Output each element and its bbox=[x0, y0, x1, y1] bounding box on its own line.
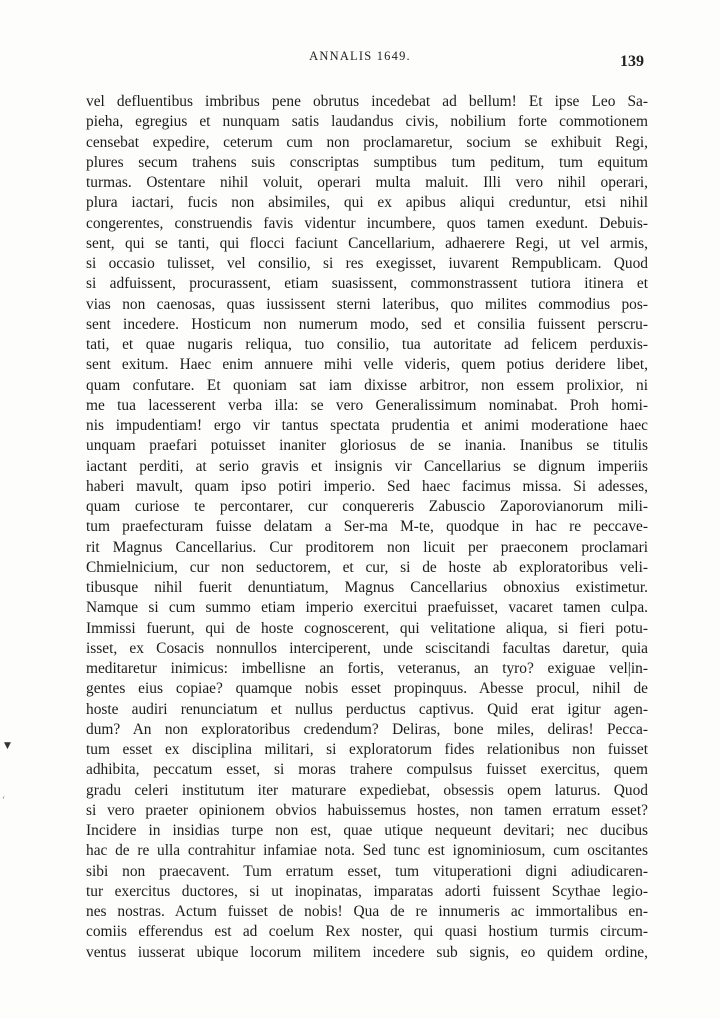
text-line: vel defluentibus imbribus pene obrutus incedebat ad bellum! Et ipse Leo Sa- bbox=[86, 93, 648, 110]
text-line: adhibita, peccatum esset, si moras trahere compulsus fuisset exercitus, quem bbox=[86, 761, 648, 779]
text-line: sibi non praecavent. Tum erratum esset, tum vituperationi digni adiudicaren- bbox=[86, 862, 648, 880]
text-line: meditaretur inimicus: imbellisne an fortis, veteranus, an tyro? exiguae vel|in- bbox=[86, 660, 648, 677]
text-line: gentes eius copiae? quamque nobis esset propinquus. Abesse procul, nihil de bbox=[86, 680, 648, 698]
body-text bbox=[86, 92, 648, 963]
running-head: ANNALIS 1649. bbox=[309, 49, 411, 63]
text-line: sent, qui se tanti, qui flocci faciunt Cancellarium, adhaerere Regi, ut vel armis, bbox=[86, 234, 648, 252]
text-line: turmas. Ostentare nihil voluit, operari multa maluit. Illi vero nihil operari, bbox=[86, 174, 648, 191]
text-line: dum? An non exploratoribus credendum? Deliras, bone miles, deliras! Pecca- bbox=[86, 720, 648, 738]
text-line: Immissi fuerunt, qui de hoste cognoscerent, qui velitatione aliqua, si fieri potu- bbox=[86, 619, 648, 637]
margin-speck-icon: ‘ bbox=[2, 796, 5, 806]
text-line: comiis efferendus est ad coelum Rex noster, qui quasi hostium turmis circum- bbox=[86, 923, 648, 941]
text-line: si occasio tulisset, vel consilio, si res exegisset, iuvarent Rempublicam. Quod bbox=[86, 255, 648, 272]
text-line: Incidere in insidias turpe non est, quae utique nequeunt devitari; nec ducibus bbox=[86, 822, 648, 839]
text-line: pieha, egregius et nunquam satis laudandus civis, nobilium forte commotionem bbox=[86, 113, 648, 131]
text-line: sent incedere. Hosticum non numerum modo, sed et consilia fuissent perscru- bbox=[86, 315, 648, 333]
text-line: hac de re ulla contrahitur infamiae nota. Sed tunc est ignominiosum, cum oscitantes bbox=[86, 842, 648, 860]
text-line: iactant perditi, at serio gravis et insignis vir Cancellarius se dignum imperiis bbox=[86, 457, 648, 475]
text-line: isset, ex Cosacis nonnullos interciperent, unde sciscitandi facultas daretur, quia bbox=[86, 639, 648, 657]
text-line: plura iactari, fucis non absimiles, qui ex apibus aliqui creduntur, etsi nihil bbox=[86, 194, 648, 212]
text-line: si adfuissent, procurassent, etiam suasissent, commonstrassent tutiora itinera et bbox=[86, 275, 648, 293]
text-line: nes nostras. Actum fuisset de nobis! Qua de re innumeris ac immortalibus en- bbox=[86, 903, 648, 920]
text-line: gradu celeri institutum iter maturare expediebat, obsessis opem laturus. Quod bbox=[86, 781, 648, 799]
text-line: quam curiose te percontarer, cur conquereris Zabuscio Zaporovianorum mili- bbox=[86, 498, 648, 515]
text-line: hoste audiri renunciatum et nullus perductus captivus. Quid erat igitur agen- bbox=[86, 700, 648, 718]
text-line: tati, et quae nugaris reliqua, tuo consilio, tua autoritate ad felicem perduxis- bbox=[86, 336, 648, 353]
text-line: nis impudentiam! ergo vir tantus spectata prudentia et animi moderatione haec bbox=[86, 417, 648, 434]
text-line: plures secum trahens suis conscriptas sumptibus tum peditum, tum equitum bbox=[86, 153, 648, 171]
text-line: rit Magnus Cancellarius. Cur proditorem non licuit per praeconem proclamari bbox=[86, 538, 648, 556]
text-line: tibusque nihil fuerit denuntiatum, Magnus Cancellarius obnoxius existimetur. bbox=[86, 579, 648, 596]
text-line: tum praefecturam fuisse delatam a Ser-ma M-te, quodque in hac re peccave- bbox=[86, 518, 648, 536]
text-line: sent exitum. Haec enim annuere mihi velle videris, quem potius deridere libet, bbox=[86, 356, 648, 374]
text-line: tur exercitus ductores, si ut inopinatas, imparatas adorti fuissent Scythae legio- bbox=[86, 882, 648, 900]
margin-speck-icon: ▼ bbox=[4, 741, 11, 751]
text-line: si vero praeter opinionem obvios habuissemus hostes, non tamen erratum esset? bbox=[86, 801, 648, 819]
text-line: vias non caenosas, quas iussissent sterni lateribus, quo milites commodius pos- bbox=[86, 295, 648, 313]
text-line: unquam praefari potuisset inaniter gloriosus de se inania. Inanibus se titulis bbox=[86, 437, 648, 455]
text-line: congerentes, construendis favis videntur incumbere, quos tamen exedunt. Debuis- bbox=[86, 214, 648, 232]
text-line: ventus iusserat ubique locorum militem incedere sub signis, eo quidem ordine, bbox=[86, 943, 648, 961]
text-line: haberi mavult, quam ipso potiri imperio. Sed haec facimus missa. Si adesses, bbox=[86, 477, 648, 495]
text-line: Chmielnicium, cur non seductorem, et cur, si de hoste ab exploratoribus veli- bbox=[86, 558, 648, 576]
text-line: quam confutare. Et quoniam sat iam dixisse arbitror, non essem prolixior, ni bbox=[86, 376, 648, 394]
text-line: me tua lacesserent verba illa: se vero Generalissimum nominabat. Proh homi- bbox=[86, 396, 648, 414]
text-line: tum esset ex disciplina militari, si exploratorum fides relationibus non fuisset bbox=[86, 741, 648, 758]
text-line: Namque si cum summo etiam imperio exercitui praefuisset, vacaret tamen culpa. bbox=[86, 599, 648, 617]
text-line: censebat expedire, ceterum cum non proclamaretur, socium se exhibuit Regi, bbox=[86, 133, 648, 151]
page-number: 139 bbox=[620, 53, 644, 70]
